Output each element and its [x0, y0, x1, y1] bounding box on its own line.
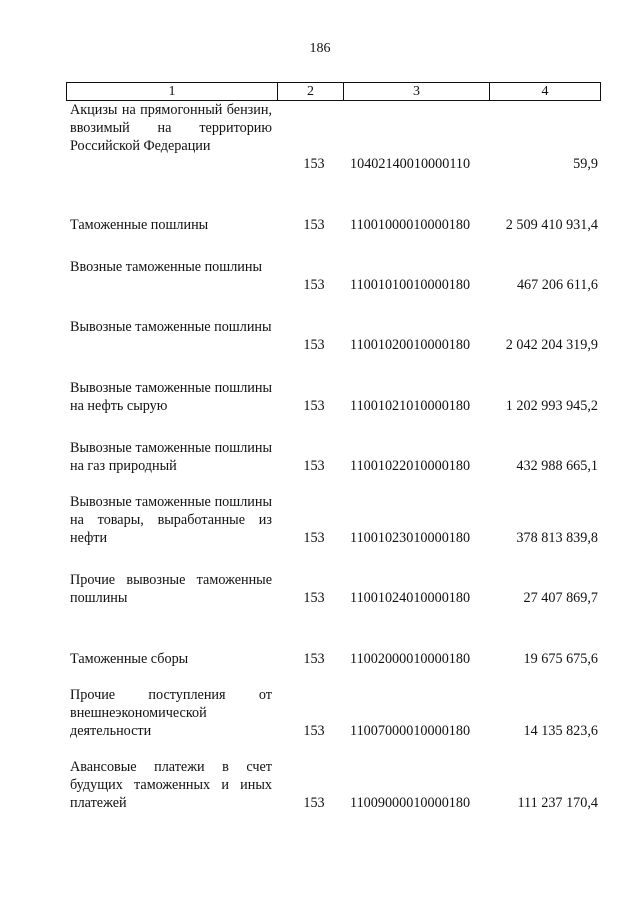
row-name: Ввозные таможенные пошлины [70, 259, 263, 275]
row-admin-code: 153 [303, 337, 325, 353]
row-name: Таможенные пошлины [70, 217, 209, 233]
row-kbk: 11001021010000180 [350, 398, 471, 414]
row-amount: 59,9 [573, 156, 598, 172]
row-admin-code: 153 [303, 723, 325, 739]
row-admin-code: 153 [303, 458, 325, 474]
row-kbk: 11009000010000180 [350, 795, 471, 811]
row-kbk: 11001024010000180 [350, 590, 471, 606]
row-name: Прочие поступления от внешнеэкономической деятельности [70, 687, 272, 739]
row-name: Акцизы на прямогонный бензин, ввозимый на территорию Российской Федерации [70, 102, 272, 154]
page-number: 186 [309, 41, 331, 56]
row-admin-code: 153 [303, 530, 325, 546]
row-kbk: 11007000010000180 [350, 723, 471, 739]
row-name: Таможенные сборы [70, 651, 189, 667]
row-kbk: 10402140010000110 [350, 156, 471, 172]
row-amount: 2 042 204 319,9 [505, 337, 598, 353]
row-name: Авансовые платежи в счет будущих таможенных и иных платежей [70, 759, 272, 811]
row-kbk: 11001000010000180 [350, 217, 471, 233]
row-kbk: 11002000010000180 [350, 651, 471, 667]
row-admin-code: 153 [303, 795, 325, 811]
row-amount: 14 135 823,6 [523, 723, 598, 739]
row-name: Вывозные таможенные пошлины на нефть сырую [70, 380, 272, 414]
header-col-4: 4 [490, 83, 601, 101]
row-name: Прочие вывозные таможенные пошлины [70, 572, 272, 606]
row-kbk: 11001020010000180 [350, 337, 471, 353]
row-amount: 111 237 170,4 [517, 795, 598, 811]
row-admin-code: 153 [303, 398, 325, 414]
table-header [66, 82, 601, 101]
row-admin-code: 153 [303, 217, 325, 233]
row-admin-code: 153 [303, 651, 325, 667]
row-amount: 19 675 675,6 [523, 651, 598, 667]
row-name: Вывозные таможенные пошлины на газ природный [70, 440, 272, 474]
row-kbk: 11001010010000180 [350, 277, 471, 293]
row-amount: 432 988 665,1 [516, 458, 598, 474]
row-kbk: 11001023010000180 [350, 530, 471, 546]
row-amount: 27 407 869,7 [523, 590, 598, 606]
row-kbk: 11001022010000180 [350, 458, 471, 474]
row-amount: 1 202 993 945,2 [505, 398, 598, 414]
row-amount: 467 206 611,6 [516, 277, 598, 293]
row-name: Вывозные таможенные пошлины на товары, выработанные из нефти [70, 494, 272, 546]
row-amount: 378 813 839,8 [516, 530, 598, 546]
row-name: Вывозные таможенные пошлины [70, 319, 272, 335]
header-col-1: 1 [67, 83, 278, 101]
header-col-3: 3 [344, 83, 490, 101]
header-col-2: 2 [278, 83, 344, 101]
row-admin-code: 153 [303, 590, 325, 606]
row-amount: 2 509 410 931,4 [505, 217, 598, 233]
row-admin-code: 153 [303, 156, 325, 172]
row-admin-code: 153 [303, 277, 325, 293]
